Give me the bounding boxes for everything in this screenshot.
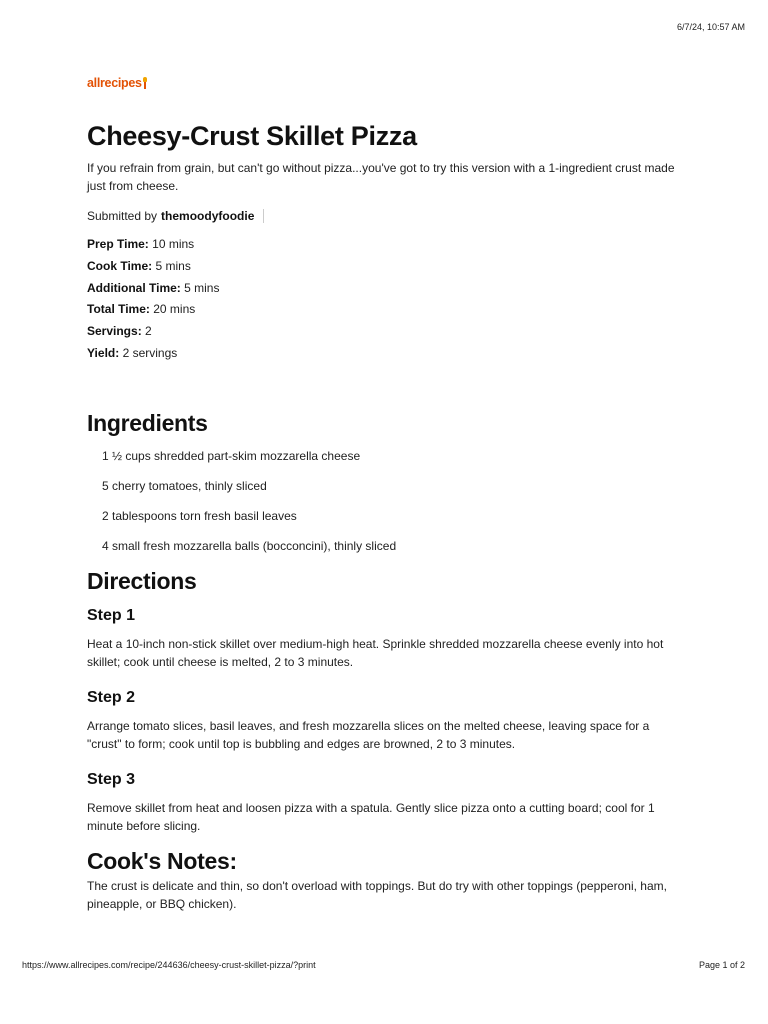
ingredient-item: 2 tablespoons torn fresh basil leaves	[102, 508, 297, 523]
ingredients-list	[87, 447, 687, 555]
directions-heading: Directions	[87, 567, 197, 594]
step-text: Heat a 10-inch non-stick skillet over medium-high heat. Sprinkle shredded mozzarella cheese evenly into hot skillet; cook until cheese is melted, 2 to 3 minutes.	[87, 636, 664, 669]
print-page-number: Page 1 of 2	[698, 960, 745, 970]
ingredient-item: 4 small fresh mozzarella balls (bocconcini), thinly sliced	[102, 538, 397, 553]
print-date-time: 6/7/24, 10:57 AM	[676, 22, 745, 32]
meta-yield	[87, 343, 687, 365]
spoon-icon	[143, 77, 147, 89]
meta-servings	[87, 321, 687, 343]
meta-total-time	[87, 299, 687, 321]
recipe-description: If you refrain from grain, but can't go without pizza...you've got to try this version with a 1-ingredient crust made just from cheese.	[87, 161, 675, 193]
meta-label: Total Time:	[87, 302, 150, 317]
recipe-title: Cheesy-Crust Skillet Pizza	[87, 121, 417, 151]
cooks-notes-heading: Cook's Notes:	[87, 847, 237, 874]
cooks-notes-text: The crust is delicate and thin, so don't overload with toppings. But do try with other toppings (pepperoni, ham, pineapple, or BBQ chicken).	[87, 878, 667, 911]
step-text: Arrange tomato slices, basil leaves, and fresh mozzarella slices on the melted cheese, leaving space for a "crust" to form; cook until top is bubbling and edges are browned, 2 to 3 minutes.	[87, 718, 650, 751]
meta-value: 20 mins	[153, 302, 196, 317]
byline-divider	[263, 209, 264, 223]
direction-step-3	[87, 765, 687, 835]
meta-value: 10 mins	[152, 237, 195, 251]
ingredient-item: 5 cherry tomatoes, thinly sliced	[102, 478, 267, 493]
ingredients-heading: Ingredients	[87, 409, 208, 436]
meta-value: 2 servings	[122, 345, 178, 360]
meta-label: Additional Time:	[87, 280, 181, 295]
allrecipes-logo[interactable]	[87, 76, 147, 96]
meta-label: Yield:	[87, 345, 120, 360]
ingredient-item: 1 ½ cups shredded part-skim mozzarella cheese	[102, 448, 361, 463]
author-name[interactable]: themoodyfoodie	[161, 209, 255, 223]
meta-value: 5 mins	[155, 258, 191, 273]
direction-step-1	[87, 601, 687, 671]
byline	[87, 207, 687, 225]
print-footer-url: https://www.allrecipes.com/recipe/244636/cheesy-crust-skillet-pizza/?print	[22, 960, 316, 970]
meta-label: Prep Time:	[87, 237, 149, 251]
meta-cook-time	[87, 256, 687, 278]
meta-value: 2	[145, 324, 152, 339]
direction-step-2	[87, 683, 687, 753]
recipe-content	[87, 74, 687, 913]
step-title: Step 1	[87, 606, 136, 624]
submitted-by-label: Submitted by	[87, 209, 158, 223]
meta-label: Cook Time:	[87, 258, 153, 273]
step-title: Step 3	[87, 770, 136, 788]
step-title: Step 2	[87, 688, 136, 706]
meta-additional-time	[87, 278, 687, 300]
meta-value: 5 mins	[184, 280, 220, 295]
recipe-meta	[87, 234, 687, 365]
logo-text: allrecipes	[87, 76, 142, 90]
step-text: Remove skillet from heat and loosen pizza with a spatula. Gently slice pizza onto a cutting board; cool for 1 minute before slicing.	[87, 800, 655, 833]
meta-prep-time	[87, 234, 687, 256]
meta-label: Servings:	[87, 324, 142, 339]
